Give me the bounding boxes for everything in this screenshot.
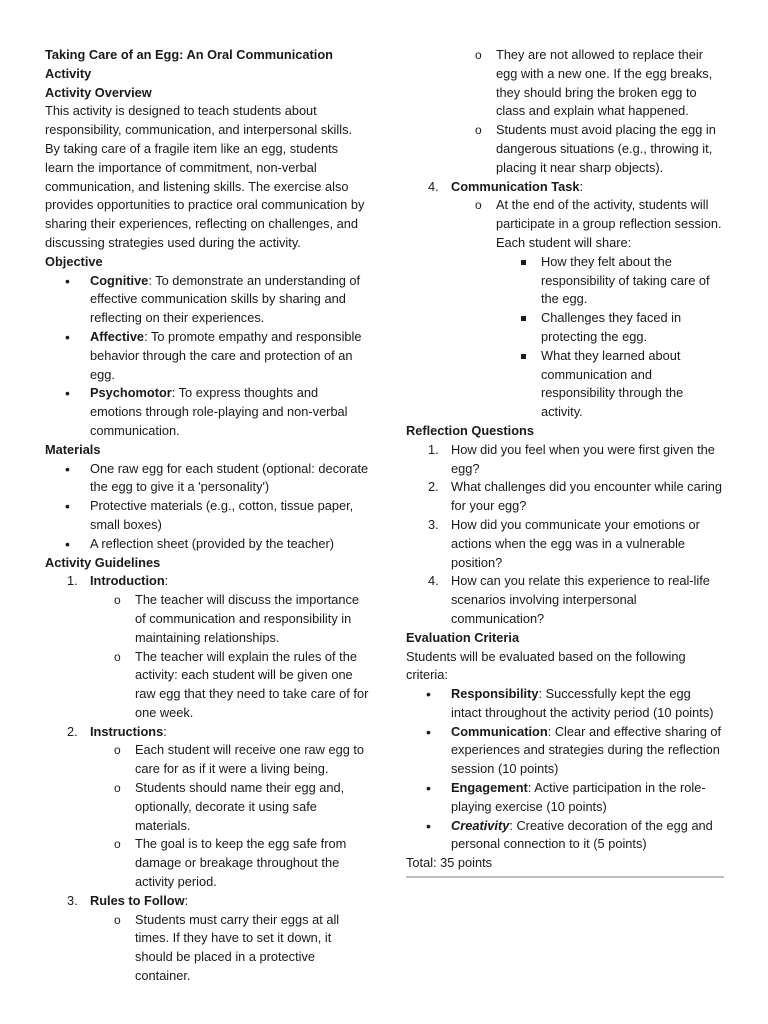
guidelines-list-continued [406, 46, 724, 422]
step-number: 4. [428, 178, 439, 194]
criterion-text: : Clear and effective sharing of experiences and strategies during the reflection session (10 points) [451, 723, 722, 777]
step-subitem: o Students should name their egg and, optionally, decorate it using safe materials. [90, 779, 370, 835]
evaluation-item [406, 779, 724, 817]
question-text: How did you feel when you were first given the egg? [451, 441, 715, 476]
step-colon: : [579, 178, 584, 194]
criterion-text: : Successfully kept the egg intact throughout the activity period (10 points) [451, 686, 714, 720]
evaluation-heading: Evaluation Criteria [406, 629, 520, 645]
objective-text: : To express thoughts and emotions through role-playing and non-verbal communication. [90, 385, 348, 438]
criterion-text: : Active participation in the role-playing exercise (10 points) [451, 780, 706, 814]
objective-item [45, 328, 370, 384]
step-subitem: o Students must avoid placing the egg in dangerous situations (e.g., throwing it, placing it near sharp objects). [451, 121, 724, 177]
reflection-list [406, 441, 724, 629]
right-column [406, 46, 724, 878]
step-subitem: o They are not allowed to replace their egg with a new one. If the egg breaks, they should bring the broken egg to class and explain what happened. [451, 46, 724, 121]
objective-term: Psychomotor [90, 385, 172, 401]
share-item: Challenges they faced in protecting the egg. [496, 309, 724, 347]
criterion-term: Responsibility [451, 686, 539, 702]
step-subitem: o The teacher will discuss the importance of communication and responsibility in maintaining relationships. [90, 591, 370, 647]
reflection-heading: Reflection Questions [406, 422, 534, 438]
question-number: 4. [428, 573, 439, 589]
guideline-step [45, 892, 370, 986]
question-number: 3. [428, 516, 439, 532]
reflection-question [406, 441, 724, 479]
objective-text: : To demonstrate an understanding of effective communication skills by sharing and reflecting on their experiences. [90, 272, 361, 326]
guideline-step [45, 723, 370, 892]
guideline-step [406, 178, 724, 422]
step-subitem: o The teacher will explain the rules of the activity: each student will be given one raw egg that they need to take care of for one week. [90, 648, 370, 723]
evaluation-item [406, 723, 724, 779]
guideline-step-continued [406, 46, 724, 178]
criterion-term: Creativity [451, 817, 510, 833]
materials-item: • A reflection sheet (provided by the teacher) [45, 535, 370, 554]
share-item: What they learned about communication and responsibility through the activity. [496, 347, 724, 422]
question-number: 1. [428, 441, 439, 457]
step-colon: : [164, 573, 169, 589]
evaluation-list [406, 685, 724, 854]
share-item: How they felt about the responsibility of taking care of the egg. [496, 253, 724, 309]
reflection-question [406, 478, 724, 516]
step-subitem: o The goal is to keep the egg safe from damage or breakage throughout the activity period. [90, 835, 370, 891]
step-title: Rules to Follow [90, 892, 185, 908]
materials-item: • Protective materials (e.g., cotton, tissue paper, small boxes) [45, 497, 370, 535]
evaluation-item [406, 817, 724, 855]
objective-item [45, 272, 370, 328]
step-colon: : [184, 892, 189, 908]
reflection-question [406, 516, 724, 572]
step-number: 2. [67, 723, 78, 739]
objective-term: Cognitive [90, 272, 149, 288]
question-text: What challenges did you encounter while caring for your egg? [451, 479, 723, 514]
overview-heading: Activity Overview [45, 84, 152, 100]
step-sublist [90, 741, 370, 891]
step-subitem: o Each student will receive one raw egg to care for as if it were a living being. [90, 741, 370, 779]
share-list [496, 253, 724, 422]
criterion-term: Communication [451, 723, 548, 739]
question-text: How did you communicate your emotions or actions when the egg was in a vulnerable position? [451, 516, 700, 570]
document-title: Taking Care of an Egg: An Oral Communication Activity [45, 47, 333, 81]
materials-heading: Materials [45, 441, 101, 457]
step-sublist [90, 911, 370, 986]
step-number: 1. [67, 573, 78, 589]
step-colon: : [163, 723, 167, 739]
step-title: Introduction [90, 573, 165, 589]
step-sublist [90, 591, 370, 723]
question-number: 2. [428, 479, 439, 495]
overview-text: This activity is designed to teach students about responsibility, communication, and interpersonal skills. By taking care of a fragile item like an egg, students learn the importance of commitment, non-verbal communication, and listening skills. The exercise also provides opportunities to practice oral communication by sharing their experiences, reflecting on challenges, and discussing strategies used during the activity. [45, 103, 365, 250]
evaluation-intro: Students will be evaluated based on the following criteria: [406, 648, 686, 683]
step-title: Communication Task [451, 178, 580, 194]
step-title: Instructions [90, 723, 164, 739]
objective-item [45, 384, 370, 440]
materials-list [45, 460, 370, 554]
step-sublist [451, 196, 724, 422]
criterion-term: Engagement [451, 780, 528, 796]
criterion-text: : Creative decoration of the egg and personal connection to it (5 points) [451, 817, 713, 852]
question-text: How can you relate this experience to real-life scenarios involving interpersonal communication? [451, 573, 710, 626]
objective-heading: Objective [45, 253, 103, 269]
step-subitem: o Students must carry their eggs at all times. If they have to set it down, it should be placed in a protective container. [90, 911, 370, 986]
left-column [45, 46, 370, 986]
materials-item: • One raw egg for each student (optional: decorate the egg to give it a 'personality') [45, 460, 370, 498]
objective-term: Affective [90, 328, 145, 344]
step-subitem [451, 196, 724, 422]
horizontal-rule [406, 876, 724, 878]
guideline-step [45, 572, 370, 722]
step-number: 3. [67, 892, 78, 908]
step-subitem-text: At the end of the activity, students will participate in a group reflection session. Each student will share: [496, 197, 722, 250]
objective-list [45, 272, 370, 441]
evaluation-item [406, 685, 724, 723]
guidelines-list [45, 572, 370, 986]
evaluation-total: Total: 35 points [406, 855, 493, 871]
guidelines-heading: Activity Guidelines [45, 554, 161, 570]
step-sublist [451, 46, 724, 178]
objective-text: : To promote empathy and responsible behavior through the care and protection of an egg. [90, 328, 362, 382]
reflection-question [406, 572, 724, 628]
